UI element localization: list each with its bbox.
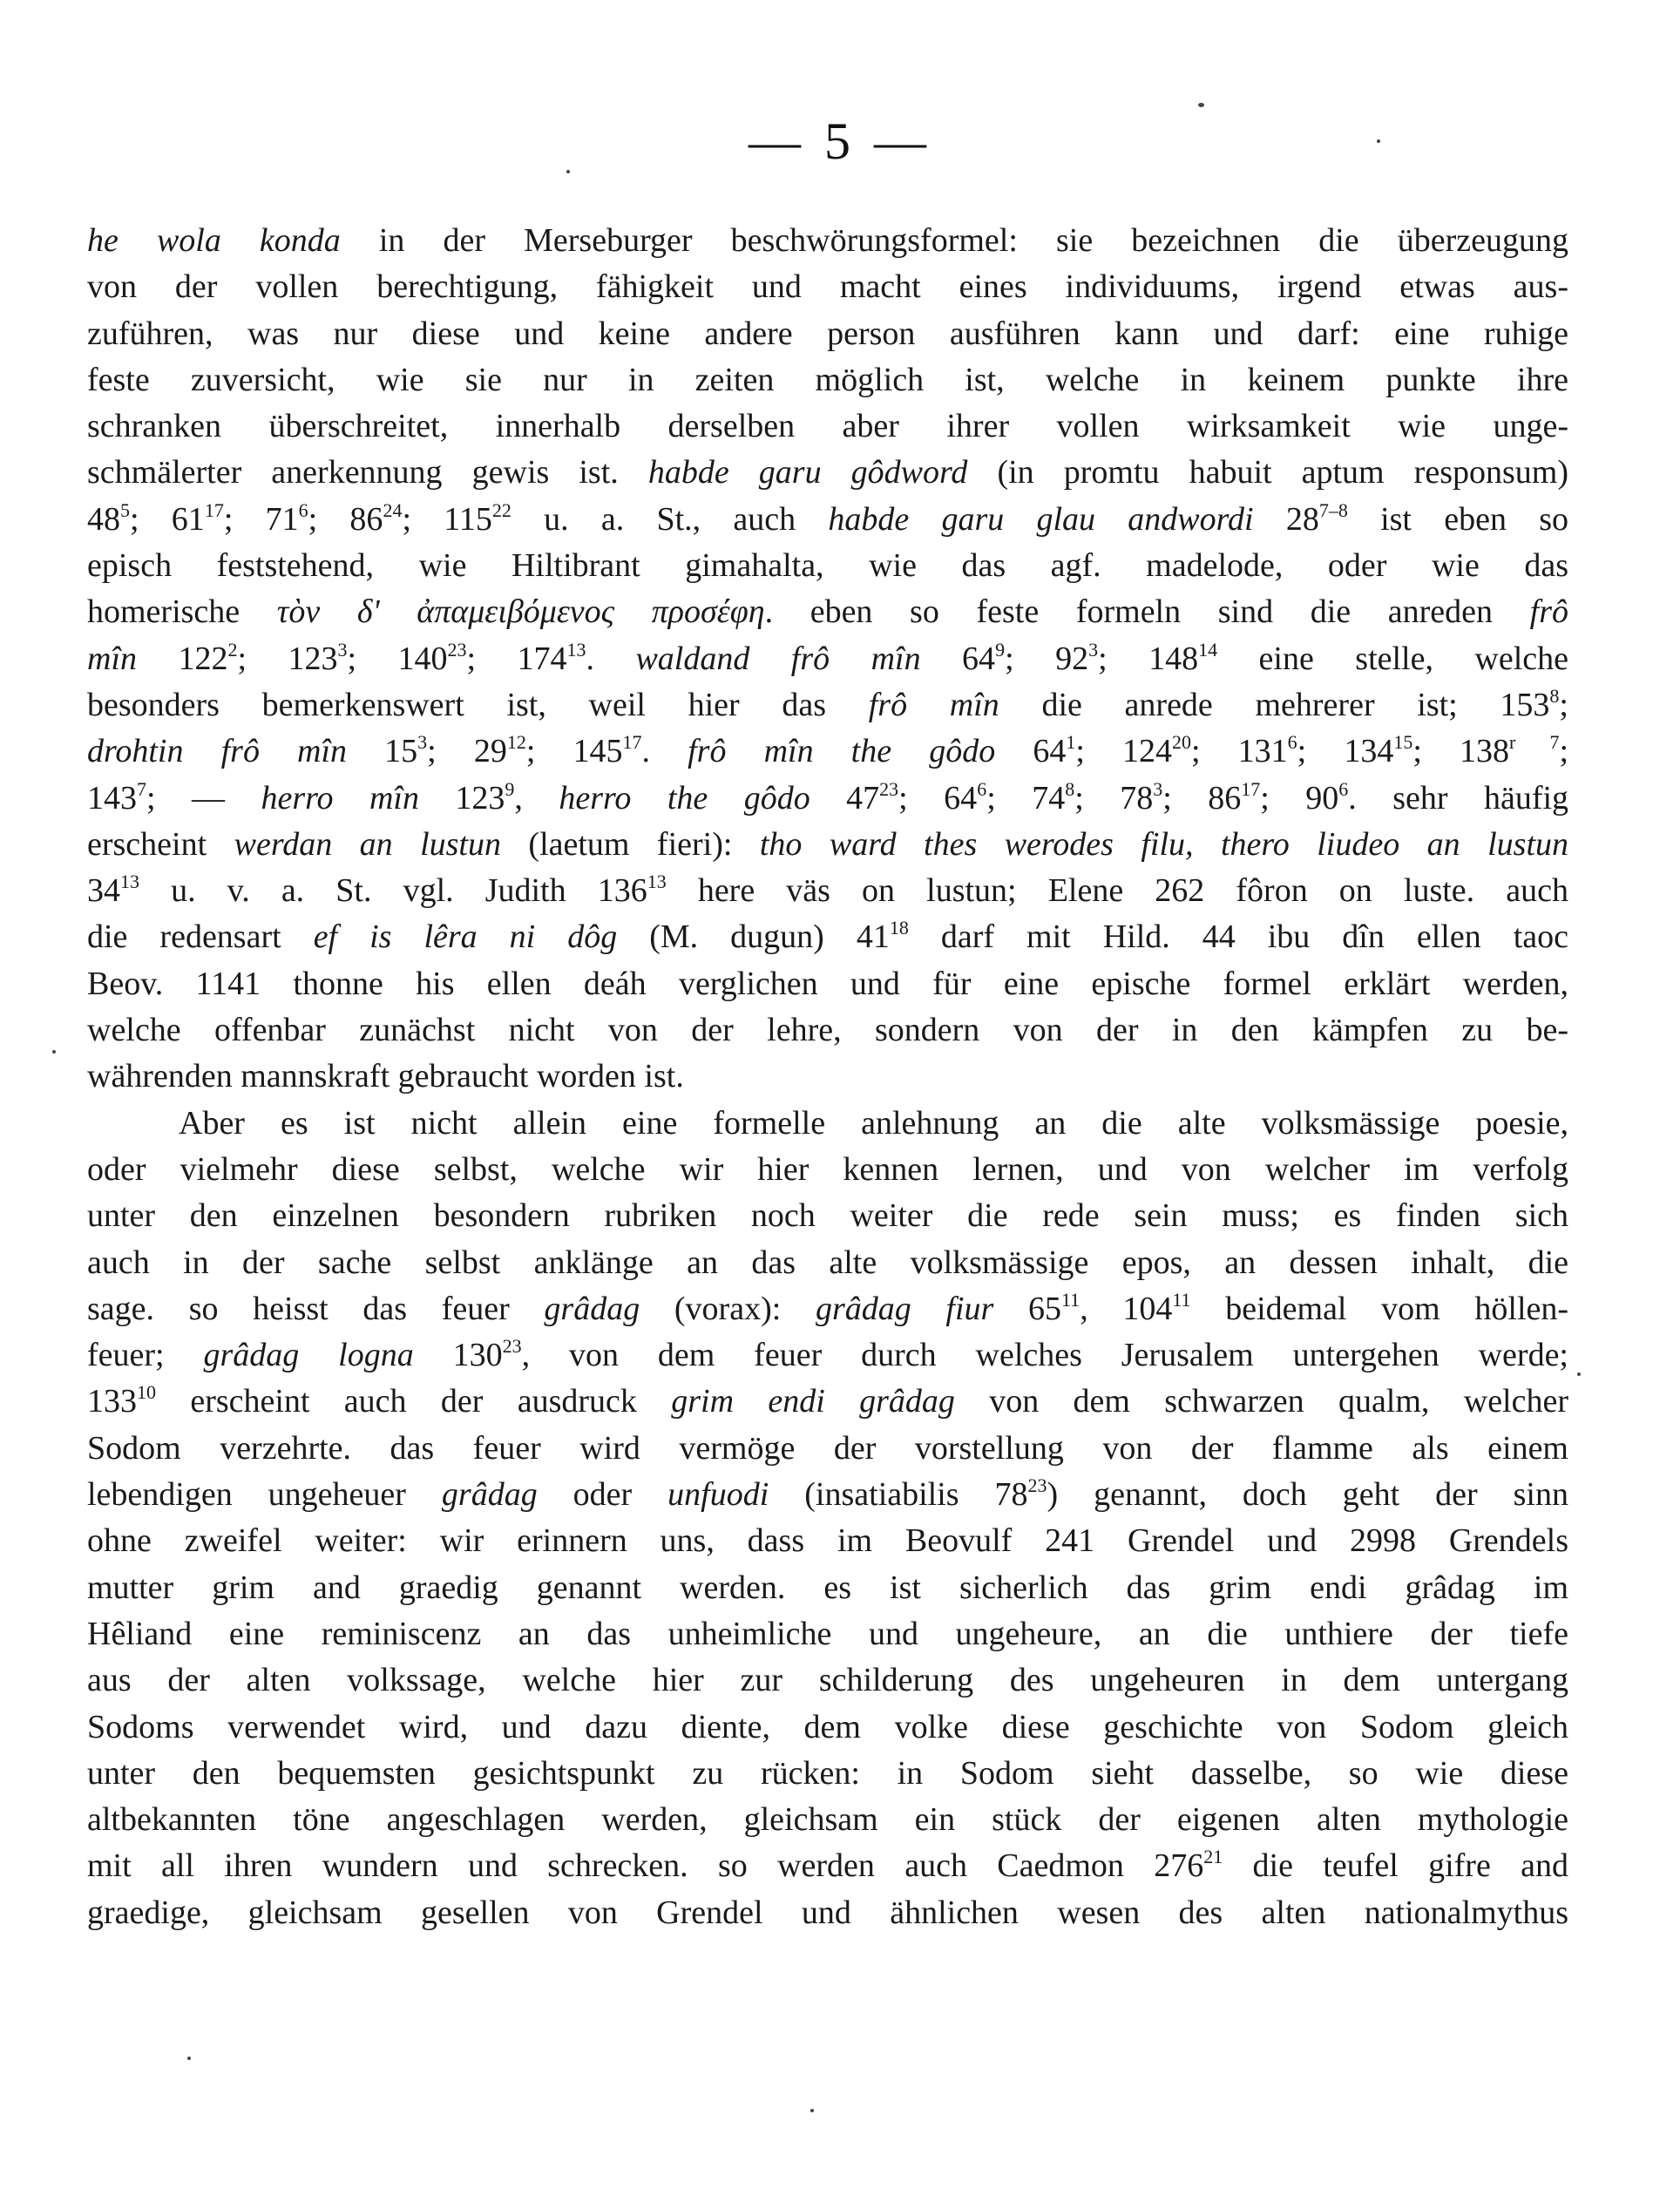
text-line — [87, 776, 1568, 822]
text-segment: aus der alten volkssage, welche hier zur schilderung des ungeheuren in dem untergang — [87, 1662, 1568, 1699]
text-line — [87, 1890, 1568, 1936]
text-line — [87, 589, 1568, 635]
text-line — [87, 1101, 1568, 1147]
italic-quotation: unfuodi — [667, 1476, 769, 1514]
text-segment: 143 — [87, 779, 137, 817]
italic-quotation: grâdag fiur — [815, 1290, 994, 1327]
text-segment: Hêliand eine reminiscenz an das unheimliche und ungeheure, an die unthiere der tiefe — [87, 1615, 1568, 1652]
text-line — [87, 543, 1568, 589]
text-segment: graedige, gleichsam gesellen von Grendel und ähnlichen wesen des alten nationalmythus — [87, 1894, 1568, 1931]
italic-quotation: ef is lêra ni dôg — [313, 918, 618, 956]
text-segment: währenden mannskraft gebraucht worden ist. — [87, 1058, 684, 1095]
italic-quotation: drohtin frô mîn — [87, 733, 348, 770]
superscript-reference: 17 — [1241, 777, 1261, 800]
italic-quotation: waldand frô mîn — [635, 640, 921, 677]
italic-quotation: frô mîn — [868, 686, 999, 723]
italic-quotation: frô — [1529, 593, 1568, 631]
superscript-reference: 23 — [879, 777, 899, 800]
print-speck — [52, 1050, 56, 1054]
superscript-reference: 17 — [204, 498, 224, 521]
superscript-reference: 3 — [1153, 777, 1163, 800]
text-segment: , 104 — [1080, 1290, 1173, 1327]
text-segment: ; — — [146, 779, 261, 817]
text-line — [87, 636, 1568, 682]
text-segment: ; 138 — [1412, 733, 1510, 770]
text-line — [87, 1657, 1568, 1704]
superscript-reference: 3 — [417, 731, 428, 754]
text-segment: episch feststehend, wie Hiltibrant gimahalta, wie das agf. madelode, oder wie das — [87, 547, 1568, 585]
print-speck — [566, 170, 570, 173]
print-speck — [810, 2109, 814, 2112]
text-segment: erscheint — [87, 825, 234, 863]
text-segment: ; 78 — [1074, 779, 1154, 817]
text-line — [87, 914, 1568, 960]
text-segment: 130 — [413, 1337, 503, 1374]
superscript-reference: 1 — [1066, 731, 1076, 754]
text-segment: (M. dugun) 41 — [617, 918, 890, 956]
text-segment: ; 71 — [223, 500, 299, 538]
text-segment: oder — [537, 1476, 668, 1514]
text-segment: Sodom verzehrte. das feuer wird vermöge der vorstellung von der flamme als einem — [87, 1429, 1568, 1467]
italic-quotation: habde garu gôdword — [647, 454, 968, 491]
text-segment: auch in der sache selbst anklänge an das alte volksmässige epos, an dessen inhalt, die — [87, 1244, 1568, 1281]
italic-quotation: tho ward thes werodes filu, thero liudeo an lustun — [759, 825, 1568, 863]
text-segment: Sodoms verwendet wird, und dazu diente, dem volke diese geschichte von Sodom gleich — [87, 1708, 1568, 1745]
text-segment: here väs on lustun; Elene 262 fôron on luste. auch — [666, 872, 1568, 910]
print-speck — [187, 2057, 191, 2060]
superscript-reference: 24 — [383, 498, 403, 521]
text-segment: feuer; — [87, 1337, 204, 1374]
text-segment: (laetum fieri): — [500, 825, 760, 863]
print-speck — [1577, 1372, 1581, 1376]
text-segment: die redensart — [87, 918, 314, 956]
text-line — [87, 1286, 1568, 1332]
text-segment: ; 74 — [986, 779, 1066, 817]
text-segment: ; 115 — [402, 500, 492, 538]
text-segment: ist eben so — [1347, 500, 1568, 538]
text-segment: ; 86 — [1162, 779, 1242, 817]
text-segment: 28 — [1253, 500, 1319, 538]
text-line — [87, 311, 1568, 357]
text-segment: schmälerter anerkennung gewis ist. — [87, 454, 648, 491]
superscript-reference: 2 — [227, 638, 238, 661]
text-segment: u. v. a. St. vgl. Judith 136 — [139, 872, 647, 910]
text-segment: von dem schwarzen qualm, welcher — [954, 1383, 1568, 1420]
text-segment: mutter grim and graedig genannt werden. es ist sicherlich das grim endi grâdag im — [87, 1569, 1568, 1606]
superscript-reference: r 7 — [1509, 731, 1560, 754]
superscript-reference: 23 — [1027, 1474, 1047, 1497]
text-segment: oder vielmehr diese selbst, welche wir hier kennen lernen, und von welcher im verfolg — [87, 1150, 1568, 1188]
italic-quotation: habde garu glau andwordi — [828, 500, 1254, 538]
text-segment: 65 — [993, 1290, 1061, 1327]
text-segment: (in promtu habuit aptum responsum) — [967, 454, 1568, 491]
italic-quotation: mîn — [87, 640, 137, 677]
page-number: — 5 — — [749, 112, 931, 170]
text-segment: , — [514, 779, 559, 817]
text-segment: die anrede mehrerer ist; 153 — [999, 686, 1550, 723]
text-line — [87, 1611, 1568, 1657]
superscript-reference: 13 — [566, 638, 586, 661]
text-line — [87, 1379, 1568, 1425]
text-segment: homerische — [87, 593, 277, 631]
text-segment: 48 — [87, 500, 120, 538]
text-segment: unter den bequemsten gesichtspunkt zu rücken: in Sodom sieht dasselbe, so wie diese — [87, 1754, 1568, 1792]
text-segment: darf mit Hild. 44 ibu dîn ellen taoc — [908, 918, 1568, 956]
text-segment: altbekannten töne angeschlagen werden, gleichsam ein stück der eigenen alten mythologie — [87, 1801, 1568, 1839]
text-line — [87, 1426, 1568, 1472]
text-segment: eine stelle, welche — [1217, 640, 1568, 677]
superscript-reference: 18 — [889, 917, 909, 939]
text-line — [87, 1240, 1568, 1286]
text-line — [87, 218, 1568, 264]
superscript-reference: 11 — [1172, 1288, 1191, 1311]
text-segment: u. a. St., auch — [511, 500, 829, 538]
text-segment: ) genannt, doch geht der sinn — [1047, 1476, 1568, 1514]
superscript-reference: 21 — [1203, 1846, 1223, 1868]
superscript-reference: 8 — [1549, 684, 1560, 707]
superscript-reference: 23 — [447, 638, 467, 661]
print-speck — [1377, 139, 1380, 143]
superscript-reference: 15 — [1393, 731, 1413, 754]
print-speck — [1198, 103, 1204, 107]
text-segment: ; 123 — [237, 640, 338, 677]
text-segment: ; 90 — [1260, 779, 1339, 817]
text-segment: ; 148 — [1098, 640, 1199, 677]
text-segment: ; 174 — [466, 640, 567, 677]
superscript-reference: 6 — [298, 498, 308, 521]
text-line — [87, 497, 1568, 543]
text-segment: ohne zweifel weiter: wir erinnern uns, dass im Beovulf 241 Grendel und 2998 Grendels — [87, 1522, 1568, 1560]
italic-quotation: grâdag — [441, 1476, 538, 1514]
italic-quotation: herro the gôdo — [559, 779, 810, 817]
italic-quotation: frô mîn the gôdo — [688, 733, 996, 770]
text-segment: ; 64 — [898, 779, 978, 817]
text-segment: schranken überschreitet, innerhalb derselben aber ihrer vollen wirksamkeit wie unge- — [87, 408, 1568, 445]
text-segment: 15 — [347, 733, 418, 770]
superscript-reference: 20 — [1172, 731, 1191, 754]
superscript-reference: 11 — [1061, 1288, 1080, 1311]
text-segment: unter den einzelnen besondern rubriken noch weiter die rede sein muss; es finden sich — [87, 1197, 1568, 1235]
superscript-reference: 8 — [1065, 777, 1075, 800]
text-segment: . eben so feste formeln sind die anreden — [764, 593, 1530, 631]
text-segment: ; 145 — [525, 733, 623, 770]
italic-quotation: werdan an lustun — [234, 825, 501, 863]
text-segment: ; 134 — [1297, 733, 1394, 770]
superscript-reference: 3 — [1088, 638, 1099, 661]
text-line — [87, 1147, 1568, 1193]
text-line — [87, 1332, 1568, 1379]
text-segment: ; — [1559, 686, 1568, 723]
text-segment: , von dem feuer durch welches Jerusalem untergehen werde; — [521, 1337, 1568, 1374]
text-segment: besonders bemerkenswert ist, weil hier das — [87, 686, 869, 723]
text-line — [87, 1565, 1568, 1611]
text-segment: die teufel gifre and — [1223, 1847, 1568, 1885]
text-segment: ; 124 — [1075, 733, 1172, 770]
text-segment: ; — [1559, 733, 1568, 770]
text-segment: 64 — [920, 640, 996, 677]
superscript-reference: 6 — [1338, 777, 1349, 800]
text-segment: 122 — [137, 640, 228, 677]
text-line — [87, 1751, 1568, 1797]
text-segment: 47 — [810, 779, 880, 817]
text-line — [87, 403, 1568, 450]
text-segment: ; 92 — [1005, 640, 1089, 677]
superscript-reference: 17 — [622, 731, 642, 754]
text-line — [87, 1007, 1568, 1054]
text-segment: (vorax): — [640, 1290, 816, 1327]
text-segment: beidemal vom höllen- — [1190, 1290, 1568, 1327]
superscript-reference: 14 — [1198, 638, 1218, 661]
text-line — [87, 961, 1568, 1007]
superscript-reference: 6 — [1287, 731, 1297, 754]
text-segment: (insatiabilis 78 — [769, 1476, 1028, 1514]
italic-quotation: τὸν δ' ἀπαμειβόμενος προσέφη — [276, 593, 765, 631]
text-line — [87, 682, 1568, 729]
italic-quotation: grâdag — [544, 1290, 640, 1327]
text-segment: mit all ihren wundern und schrecken. so werden auch Caedmon 276 — [87, 1847, 1204, 1885]
text-segment: ; 61 — [130, 500, 205, 538]
text-segment: ; 86 — [308, 500, 383, 538]
text-segment: Aber es ist nicht allein eine formelle anlehnung an die alte volksmässige poesie, — [179, 1104, 1568, 1142]
text-segment: sage. so heisst das feuer — [87, 1290, 545, 1327]
italic-quotation: grim endi grâdag — [671, 1383, 955, 1420]
text-line — [87, 1797, 1568, 1843]
superscript-reference: 9 — [505, 777, 515, 800]
italic-quotation: he wola konda — [87, 222, 341, 259]
superscript-reference: 23 — [502, 1335, 522, 1358]
superscript-reference: 3 — [337, 638, 348, 661]
text-line — [87, 1704, 1568, 1751]
text-line — [87, 264, 1568, 310]
superscript-reference: 9 — [995, 638, 1006, 661]
text-segment: 34 — [87, 872, 120, 910]
text-segment: . sehr häufig — [1348, 779, 1568, 817]
superscript-reference: 7 — [137, 777, 146, 800]
text-segment: . — [641, 733, 688, 770]
text-line — [87, 868, 1568, 914]
text-segment: 133 — [87, 1383, 137, 1420]
text-line — [87, 1843, 1568, 1889]
text-segment: . — [586, 640, 636, 677]
superscript-reference: 7–8 — [1318, 498, 1348, 521]
text-segment: lebendigen ungeheuer — [87, 1476, 442, 1514]
text-line — [87, 1193, 1568, 1239]
text-segment: erscheint auch der ausdruck — [156, 1383, 672, 1420]
text-segment: ; 29 — [427, 733, 507, 770]
superscript-reference: 10 — [137, 1381, 156, 1404]
superscript-reference: 12 — [506, 731, 526, 754]
text-segment: von der vollen berechtigung, fähigkeit und macht eines individuums, irgend etwas aus- — [87, 268, 1568, 306]
superscript-reference: 13 — [120, 871, 139, 893]
text-segment: 123 — [418, 779, 505, 817]
text-segment: Beov. 1141 thonne his ellen deáh verglichen und für eine epische formel erklärt werden, — [87, 965, 1568, 1002]
text-line — [87, 1472, 1568, 1518]
text-line — [87, 450, 1568, 496]
text-segment: welche offenbar zunächst nicht von der lehre, sondern von der in den kämpfen zu be- — [87, 1012, 1568, 1049]
text-line — [87, 822, 1568, 868]
text-segment: feste zuversicht, wie sie nur in zeiten möglich ist, welche in keinem punkte ihre — [87, 361, 1568, 398]
text-line — [87, 1054, 1568, 1100]
text-segment: 64 — [995, 733, 1067, 770]
superscript-reference: 22 — [491, 498, 511, 521]
text-segment: ; 131 — [1191, 733, 1288, 770]
superscript-reference: 6 — [977, 777, 987, 800]
text-line — [87, 1518, 1568, 1564]
text-line — [87, 729, 1568, 775]
text-segment: in der Merseburger beschwörungsformel: sie bezeichnen die überzeugung — [340, 222, 1568, 259]
superscript-reference: 5 — [120, 498, 130, 521]
italic-quotation: herro mîn — [261, 779, 419, 817]
superscript-reference: 13 — [647, 871, 667, 893]
italic-quotation: grâdag logna — [203, 1337, 414, 1374]
body-text — [87, 218, 1568, 1936]
text-segment: ; 140 — [347, 640, 448, 677]
text-segment: zuführen, was nur diese und keine andere person ausführen kann und darf: eine ruhige — [87, 315, 1568, 352]
text-line — [87, 357, 1568, 403]
